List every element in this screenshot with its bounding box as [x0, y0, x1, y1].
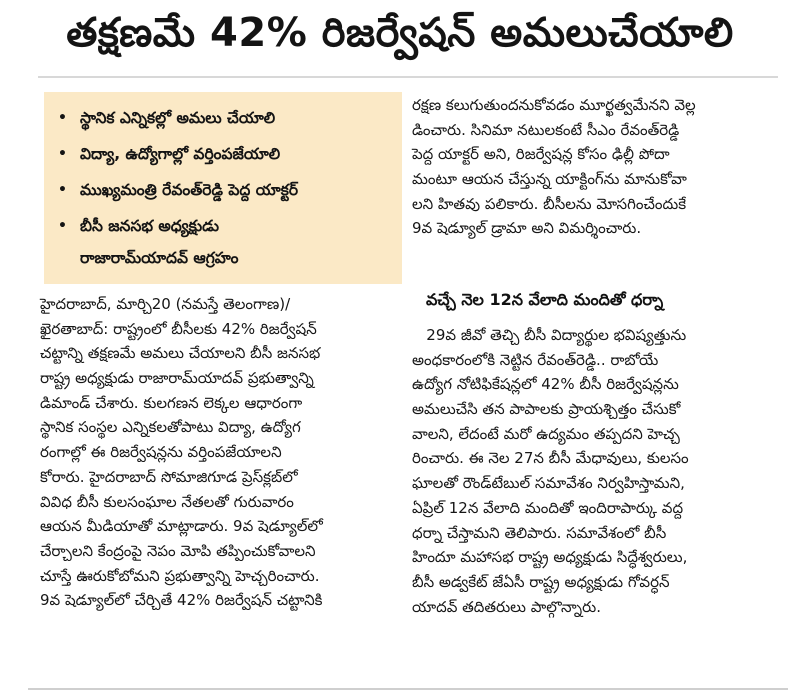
article-line: కోరారు. హైదరాబాద్ సోమాజిగూడ ప్రెస్‌క్లబ్‌లో	[40, 467, 298, 486]
article-line: 29వ జీవో తెచ్చి బీసీ విద్యార్థుల భవిష్యత్తును	[412, 326, 687, 344]
article-line: రక్షణ కలుగుతుందనుకోవడం మూర్ఖత్వమేనని వెల్ల	[412, 96, 696, 114]
article-right-column-bottom	[412, 323, 788, 619]
article-line: లని హితవు పలికారు. బీసీలను మోసగించేందుకే	[412, 194, 687, 213]
article-line: డించారు. సినిమా నటులకంటే సీఎం రేవంత్‌రెడ్డి	[412, 120, 680, 139]
highlight-item	[58, 138, 394, 170]
article-line: 9వ షెడ్యూల్ డ్రామా అని విమర్శించారు.	[412, 219, 642, 238]
bullet-icon: •	[58, 110, 67, 126]
highlight-item	[58, 210, 394, 274]
article-line: పెద్ద యాక్టర్ అని, రిజర్వేషన్ల కోసం ఢిల్లీ పోదా	[412, 145, 670, 164]
highlights-box	[44, 92, 402, 284]
article-line: హిందూ మహాసభ రాష్ట్ర అధ్యక్షుడు సిద్ధేశ్వరులు,	[412, 548, 688, 567]
article-line: ధర్నా చేస్తామని తెలిపారు. సమావేశంలో బీసీ	[412, 523, 667, 542]
article-line: స్థానిక సంస్థల ఎన్నికలతోపాటు విద్యా, ఉద్యోగ	[40, 418, 301, 437]
bullet-icon: •	[58, 146, 67, 162]
article-line: వివిధ బీసీ కులసంఘాల నేతలతో గురువారం	[40, 492, 294, 511]
article-line: ఘాలతో రౌండ్‌టేబుల్ సమావేశం నిర్వహిస్తామని,	[412, 474, 685, 493]
article-line: డిమాండ్ చేశారు. కులగణన లెక్కల ఆధారంగా	[40, 393, 303, 412]
highlight-item	[58, 174, 394, 206]
article-line: రించారు. ఈ నెల 27న బీసీ మేధావులు, కులసం	[412, 449, 689, 468]
highlight-line: బీసీ జనసభ అధ్యక్షుడు	[80, 217, 219, 235]
article-line: ఆయన మీడియాతో మాట్లాడారు. 9వ షెడ్యూల్‌లో	[40, 517, 323, 536]
headline: తక్షణమే 42% రిజర్వేషన్ అమలుచేయాలి	[66, 10, 734, 56]
footer-rule	[28, 688, 788, 690]
article-line: ఖైరతాబాద్: రాష్ట్రంలో బీసీలకు 42% రిజర్వేషన్	[40, 319, 317, 338]
article-line: రాష్ట్ర అధ్యక్షుడు రాజారామ్‌యాదవ్ ప్రభుత్వాన్ని	[40, 369, 314, 388]
article-line: బీసీ అడ్వకేట్ జేఏసీ రాష్ట్ర అధ్యక్షుడు గోవర్ధన్	[412, 572, 670, 591]
article-line: చట్టాన్ని తక్షణమే అమలు చేయాలని బీసీ జనసభ	[40, 344, 321, 363]
article-line: 9వ షెడ్యూల్‌లో చేర్చితే 42% రిజర్వేషన్ చట్టానికి	[40, 591, 323, 610]
highlight-line: ముఖ్యమంత్రి రేవంత్‌రెడ్డి పెద్ద యాక్టర్	[80, 181, 299, 199]
article-line: రంగాల్లో ఈ రిజర్వేషన్లను వర్తింపజేయాలని	[40, 443, 282, 462]
article-line: చూస్తే ఊరుకోబోమని ప్రభుత్వాన్ని హెచ్చరించారు.	[40, 566, 320, 585]
article-line: వాలని, లేదంటే మరో ఉద్యమం తప్పదని హెచ్చ	[412, 424, 680, 443]
article-line: ఏప్రిల్ 12న వేలాది మందితో ఇందిరాపార్కు వద్ద	[412, 498, 684, 517]
article-right-column-top	[412, 93, 788, 241]
bullet-icon: •	[58, 218, 67, 234]
highlight-line: స్థానిక ఎన్నికల్లో అమలు చేయాలి	[80, 109, 276, 127]
article-line: అంధకారంలోకి నెట్టిన రేవంత్‌రెడ్డి.. రాబోయే	[412, 350, 659, 369]
article-left-column	[40, 292, 402, 613]
article-line: యాదవ్ తదితరులు పాల్గొన్నారు.	[412, 597, 601, 616]
article-line: ఉద్యోగ నోటిఫికేషన్లలో 42% బీసీ రిజర్వేషన్లను	[412, 375, 679, 394]
headline-rule	[38, 76, 778, 78]
article-line: చేర్చాలని కేంద్రంపై నెపం మోపి తప్పించుకోవాలని	[40, 541, 316, 560]
bullet-icon: •	[58, 182, 67, 198]
article-line: హైదరాబాద్, మార్చి20 (నమస్తే తెలంగాణ)/	[40, 295, 291, 313]
highlight-line: రాజారామ్‌యాదవ్ ఆగ్రహం	[80, 249, 239, 267]
article-line: అమలుచేసి తన పాపాలకు ప్రాయశ్చిత్తం చేసుకో	[412, 400, 681, 419]
highlight-line: విద్యా, ఉద్యోగాల్లో వర్తింపజేయాలి	[80, 145, 281, 163]
article-line: మంటూ ఆయన చేస్తున్న యాక్టింగ్‌ను మానుకోవా	[412, 170, 687, 189]
subheading: వచ్చే నెల 12న వేలాది మందితో ధర్నా	[426, 290, 664, 309]
highlight-item	[58, 102, 394, 134]
